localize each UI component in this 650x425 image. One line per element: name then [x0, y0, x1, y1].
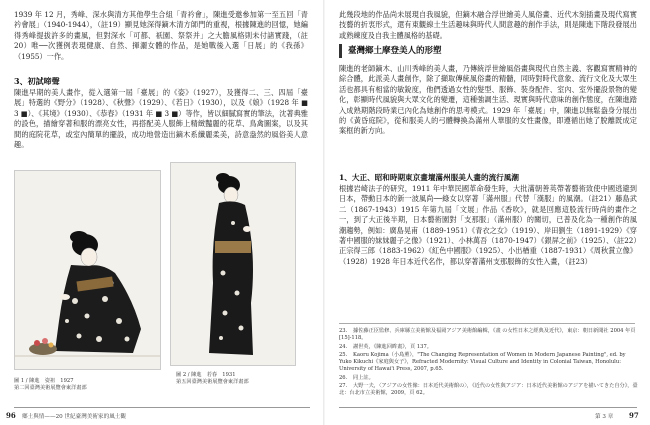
left-intro-paragraph: 1939 年 12 月，秀峰、深水與清方其他學生合組「青衿會」，陳進受邀參加第一至五回「青衿會展」（1940-1944），（註19）顯見她深得鏑木清方師門的重視，根據陳進的回憶，她編得秀峰提拔許多的畫風，但對深水「可都、祇園、祭祭并」之大膽風格則未付諸實踐，（註20）唯──次獲例表現健康、自然、揮灑女體的作品，是她戰後入選「日展」的《我孫》（1955）一作。: [14, 10, 308, 61]
footnote-text: Kaoru Kojima（小島薰），"The Changing Representation of Women in Modern Japanese Painting", ed. by Yuko Kikuchi《家庭與女子》，Refracted Modernity: Visual Culture and Identity in Colonial Taiwan, Honolulu: University of Hawai'i Press, 2007, p.65.: [339, 352, 626, 373]
right-section-paragraph: 陳進的老師鏑木、山川秀峰的美人畫，乃傳統浮世繪風俗畫與現代自然主義、客觀寫實精神的綜合體，此派美人畫創作，除了擷取傳統風俗畫的精髓，同時對時代意象、流行文化及大眾生活也都具有相當的敏銳度，他們透過女性的髮型、服飾、裝身配件、室內、室外擺設景物的變化，彰顯時代風貌與大眾文化的變遷，這種強調生活、現實與時代意味的創作態度，在陳進踏入成熟期階段時業已內化為她創作的思考模式。1929 年「臺展」中，陳進以無鬆盎身分展出的《黃昏庭院》，從和服美人的弓體轉換為滿州人華服的女性畫像，即遵循出她了脫離既成定案框的新方向。: [339, 64, 637, 136]
right-footer-rule: [339, 407, 637, 408]
footnote-rule: [339, 323, 635, 324]
footnote-item: [339, 344, 639, 351]
footnote-number: 27.: [339, 383, 348, 389]
right-page: [325, 0, 650, 425]
left-section-heading: 3、初試啼聲: [14, 76, 60, 86]
footnote-item: [339, 352, 639, 374]
figure-1-caption: 圖 1 / 陳進 姿祖 1927 第二回臺灣美術展覽會東洋畫部: [14, 378, 87, 391]
right-subsection-paragraph: 根據岩崎法子的研究，1911 年中華民國革命發生時，大批滿朝善英帶著藝術致使中國逃避到日本，帶動日本的新一波風尚──綠女以穿著「滿州服」代替「漢服」的風潮。（註21）藤島武二（1867-1943）1915 年第九屆「文展」作品《香吹》，就是回應這股流行時尚的畫作之一，到了大正後半期，日本藝術園對「支那服」（滿州服）的關切，已普及化為一種創作的風潮趨勢，例如：廣島晃甫（1889-1951）《青衣之女》（1919）、岸田劉生（1891-1929）《穿著中國服的妹妹麗子之像》（1921）、小林萬吾（1870-1947）《銀屏之前》（1925）、（註22）正宗得三郎（1883-1962）《紅色中國服》（1925）、小出楢重（1887-1931）《周秋賞立像》（1928）1928 年日本近代名作，都以穿著滿州支那服飾的女性入畫，（註23）: [339, 184, 637, 266]
footnote-item: [339, 383, 639, 397]
footnote-number: 23.: [339, 328, 348, 334]
footnote-text: 謝世英，《陳進回眸畫》，頁 137。: [353, 344, 432, 350]
footnote-number: 24.: [339, 344, 348, 350]
right-page-number: 97: [629, 411, 639, 420]
figure-1-painting: [14, 170, 161, 370]
figure-2-painting: [170, 162, 296, 366]
right-intro-paragraph: 此幾段地的作品尚未展現自我風貌，但鏑木融合浮世繪美人風俗畫、近代木刻插畫及現代寫實技藝的折衷形式，還有東觀線土生活趣味與時代人間意趣的創作手法，則是陳進下階段發展出或熟練度及自我主體風格的基礎。: [339, 10, 637, 40]
right-running-head: 第 3 章: [595, 414, 614, 420]
footnote-item: [339, 375, 639, 382]
figure-2-caption: 圖 2 / 陳進 若春 1931 第五回臺灣美術展覽會東洋畫部: [176, 372, 249, 385]
footnote-text: 大野一夫，〈アジアの女性像：日本近代美術館の〉，《近代の女性與アジア：日本近代美術館のアジアを描いてきた自分》，臺北：台北市立美術館，2009，頁 62。: [339, 383, 638, 397]
footnote-text: 據佐藤正臣監修、兵庫縣立美術館及福岡アジア美術館編輯，《畫 の女性日本之經典及近代》，東京：朝日新聞社 2004 年頁 [15]-118。: [339, 328, 636, 342]
left-footer-rule: [14, 407, 310, 408]
right-subsection-heading: 1、大正、昭和時期東京畫壇滿州服美人畫的流行風潮: [339, 173, 519, 182]
left-section-paragraph: 陳進早期的美人畫作，從入選第一屆「臺展」的《姿》（1927），及獲得二、三、四屆「臺展」特選的《野分》（1928）、《秋聲》（1929）、《若日》（1930），以及《娘》（1928 年 ■ 3 ■）、《其境》（1930）、《恭春》（1931 年 ■ 3 ■）等作，皆以細膩寫實的筆法，沈著典雅的設色，描繪穿著和服的漂亮女性，再搭配美人服飾上精緻豔麗的花草、鳥禽圖案，以及其間的庭院花草，或室內簡單的擺設，成功地營造出鏑木系纖麗柔美，詩意盎然的風俗美人意趣。: [14, 88, 308, 150]
footnote-item: [339, 328, 639, 342]
footnote-text: 同上註。: [353, 375, 374, 381]
footnote-number: 25.: [339, 352, 348, 358]
footnote-number: 26.: [339, 375, 348, 381]
right-section-heading: 臺灣鄉土摩登美人的形塑: [339, 44, 644, 58]
left-running-head: 鄉土與情——20 世紀臺灣美術家的風土觀: [22, 414, 126, 420]
left-page-number: 96: [6, 411, 16, 420]
